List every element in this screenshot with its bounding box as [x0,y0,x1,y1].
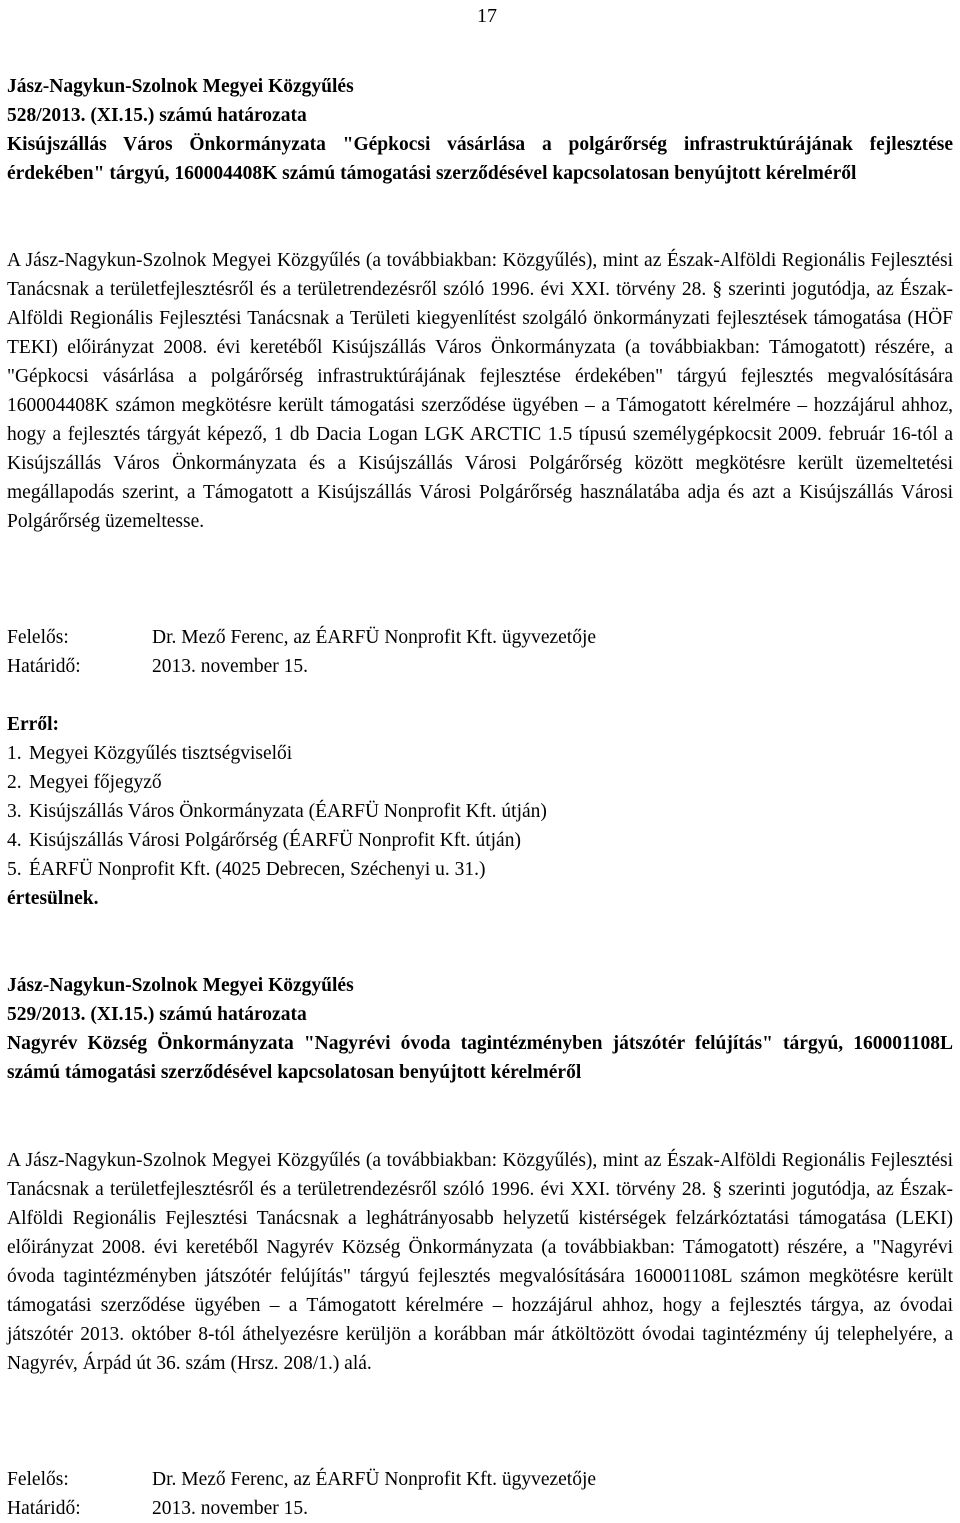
resolution-org: Jász-Nagykun-Szolnok Megyei Közgyűlés [7,975,354,996]
deadline-row [7,652,953,681]
recipients-label: Erről: [7,714,59,735]
notified-label: értesülnek. [7,888,99,909]
resolution-title: Kisújszállás Város Önkormányzata "Gépkocsi vásárlása a polgárőrség infrastruktúrájának fejlesztése érdekében" tárgyú, 160004408K számú támogatási szerződésével kapcsolatosan benyújtott kérelméről [7,134,953,184]
deadline-label: Határidő: [7,656,81,677]
resolution-body: A Jász-Nagykun-Szolnok Megyei Közgyűlés (a továbbiakban: Közgyűlés), mint az Észak-Alföldi Regionális Fejlesztési Tanácsnak a területfejlesztésről és a területrendezésről szóló 1996. évi XXI. törvény 28. § szerinti jogutódja, az Észak-Alföldi Regionális Fejlesztési Tanácsnak a leghátrányosabb helyzetű kistérségek felzárkóztatási támogatása (LEKI) előirányzat 2008. évi keretéből Nagyrév Község Önkormányzata (a továbbiakban: Támogatott) részére, a "Nagyrévi óvoda tagintézményben játszótér felújítás" tárgyú fejlesztés megvalósítására 160001108L számon megkötésre került támogatási szerződése ügyében – a Támogatott kérelmére – hozzájárul ahhoz, hogy a fejlesztés tárgya, az óvodai játszótér 2013. október 8-tól áthelyezésre kerüljön a korábban már átköltözött óvodai tagintézmény új telephelyére, a Nagyrév, Árpád út 36. szám (Hrsz. 208/1.) alá. [7,1150,953,1374]
list-item: 2. Megyei főjegyző [7,772,162,793]
responsible-section [7,1465,953,1523]
list-item: 3. Kisújszállás Város Önkormányzata (ÉARFÜ Nonprofit Kft. útján) [7,801,547,822]
resolution-title: Nagyrév Község Önkormányzata "Nagyrévi óvoda tagintézményben játszótér felújítás" tárgyú, 160001108L számú támogatási szerződésével kapcsolatosan benyújtott kérelméről [7,1033,953,1083]
deadline-value: 2013. november 15. [152,1498,308,1519]
list-item: 5. ÉARFÜ Nonprofit Kft. (4025 Debrecen, Széchenyi u. 31.) [7,859,486,880]
responsible-row [7,1465,953,1494]
resolution-number: 528/2013. (XI.15.) számú határozata [7,105,307,126]
recipients-section [7,710,953,913]
page-number: 17 [477,5,497,27]
resolution-529 [7,971,953,1087]
list-item: 1. Megyei Közgyűlés tisztségviselői [7,743,293,764]
deadline-value: 2013. november 15. [152,656,308,677]
list-item: 4. Kisújszállás Városi Polgárőrség (ÉARFÜ Nonprofit Kft. útján) [7,830,521,851]
responsible-label: Felelős: [7,627,69,648]
recipients-list [7,739,953,884]
resolution-body: A Jász-Nagykun-Szolnok Megyei Közgyűlés (a továbbiakban: Közgyűlés), mint az Észak-Alföldi Regionális Fejlesztési Tanácsnak a területfejlesztésről és a területrendezésről szóló 1996. évi XXI. törvény 28. § szerinti jogutódja, az Észak-Alföldi Regionális Fejlesztési Tanácsnak a Területi kiegyenlítést szolgáló önkormányzati fejlesztések támogatása (HÖF TEKI) előirányzat 2008. évi keretéből Kisújszállás Város Önkormányzata (a továbbiakban: Támogatott) részére, a "Gépkocsi vásárlása a polgárőrség infrastruktúrájának fejlesztése érdekében" tárgyú fejlesztés megvalósítására 160004408K számon megkötésre került támogatási szerződése ügyében – a Támogatott kérelmére – hozzájárul ahhoz, hogy a fejlesztés tárgyát képező, 1 db Dacia Logan LGK ARCTIC 1.5 típusú személygépkocsit 2009. február 16-tól a Kisújszállás Város Önkormányzata és a Kisújszállás Városi Polgárőrség között megkötésre került üzemeltetési megállapodás szerint, a Támogatott a Kisújszállás Városi Polgárőrség használatába adja és azt a Kisújszállás Városi Polgárőrség üzemeltesse. [7,250,953,532]
resolution-528 [7,72,953,188]
resolution-org: Jász-Nagykun-Szolnok Megyei Közgyűlés [7,76,354,97]
responsible-section [7,623,953,681]
deadline-label: Határidő: [7,1498,81,1519]
responsible-value: Dr. Mező Ferenc, az ÉARFÜ Nonprofit Kft. ügyvezetője [152,1469,597,1490]
responsible-label: Felelős: [7,1469,69,1490]
resolution-number: 529/2013. (XI.15.) számú határozata [7,1004,307,1025]
responsible-row [7,623,953,652]
deadline-row [7,1494,953,1523]
responsible-value: Dr. Mező Ferenc, az ÉARFÜ Nonprofit Kft. ügyvezetője [152,627,597,648]
